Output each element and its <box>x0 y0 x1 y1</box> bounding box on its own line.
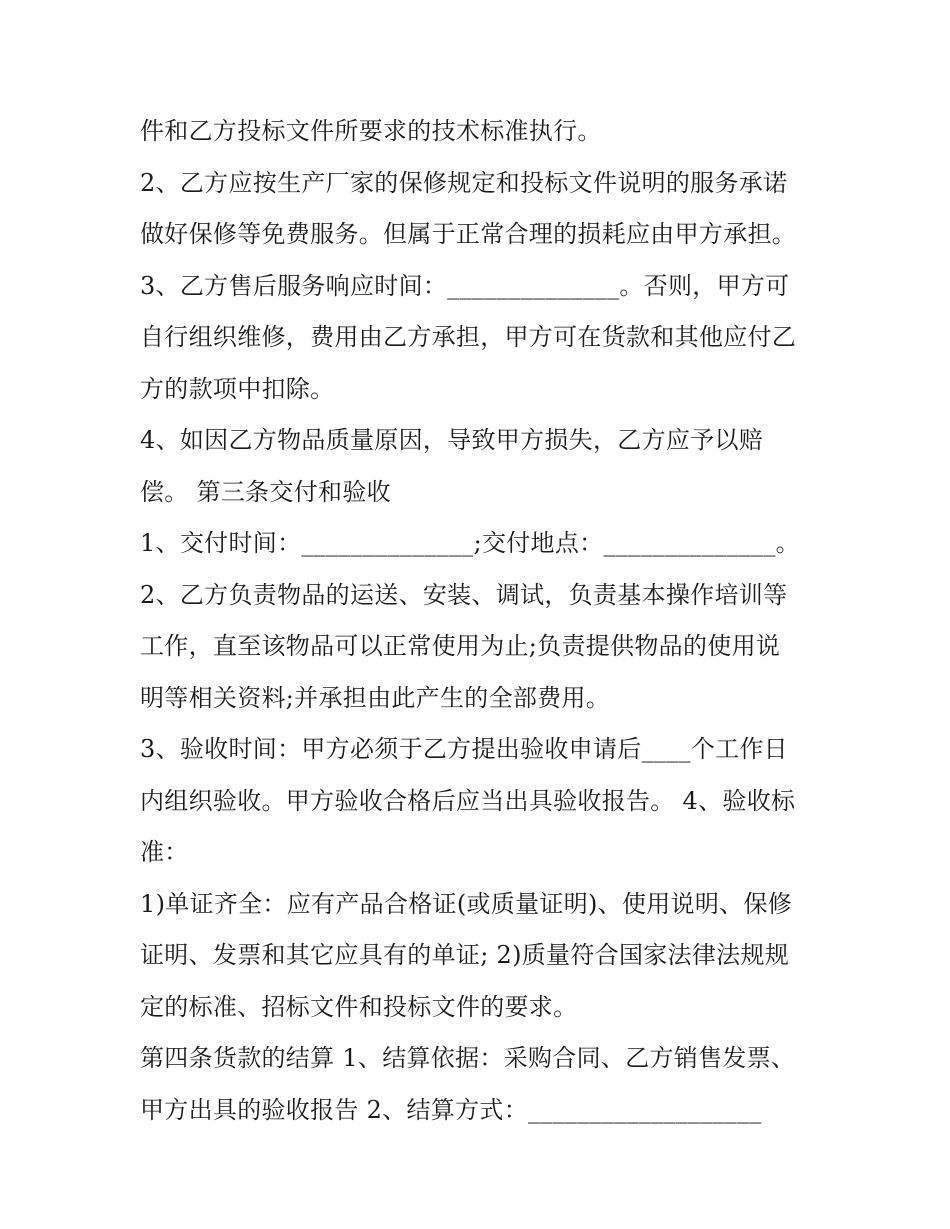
document-body <box>140 106 820 1136</box>
text-line: 2、乙方负责物品的运送、安装、调试，负责基本操作培训等 <box>140 580 788 609</box>
text-line: 2、乙方应按生产厂家的保修规定和投标文件说明的服务承诺 <box>140 168 788 197</box>
text-line: 方的款项中扣除。 <box>140 374 335 403</box>
text-line: 明等相关资料;并承担由此产生的全部费用。 <box>140 683 611 712</box>
text-line: 甲方出具的验收报告 2、结算方式：___________________ <box>140 1095 762 1124</box>
text-line: 3、乙方售后服务响应时间：______________。否则，甲方可 <box>140 271 790 300</box>
text-line: 3、验收时间：甲方必须于乙方提出验收申请后____个工作日 <box>140 735 788 763</box>
text-line: 做好保修等免费服务。但属于正常合理的损耗应由甲方承担。 <box>140 220 797 248</box>
text-line: 1)单证齐全：应有产品合格证(或质量证明)、使用说明、保修 <box>140 889 793 918</box>
text-line: 第四条货款的结算 1、结算依据：采购合同、乙方销售发票、 <box>140 1044 796 1072</box>
text-line: 偿。 第三条交付和验收 <box>140 477 391 506</box>
text-line: 1、交付时间：______________;交付地点：______________。 <box>140 529 800 557</box>
text-line: 准： <box>140 838 189 866</box>
text-line: 定的标准、招标文件和投标文件的要求。 <box>140 992 578 1021</box>
text-line: 4、如因乙方物品质量原因，导致甲方损失，乙方应予以赔 <box>140 426 764 454</box>
text-line: 证明、发票和其它应具有的单证; 2)质量符合国家法律法规规 <box>140 941 790 969</box>
text-line: 件和乙方投标文件所要求的技术标准执行。 <box>140 117 602 145</box>
text-line: 内组织验收。甲方验收合格后应当出具验收报告。 4、验收标 <box>140 786 796 815</box>
text-line: 工作，直至该物品可以正常使用为止;负责提供物品的使用说 <box>140 632 781 660</box>
text-line: 自行组织维修，费用由乙方承担，甲方可在货款和其他应付乙 <box>140 323 797 351</box>
